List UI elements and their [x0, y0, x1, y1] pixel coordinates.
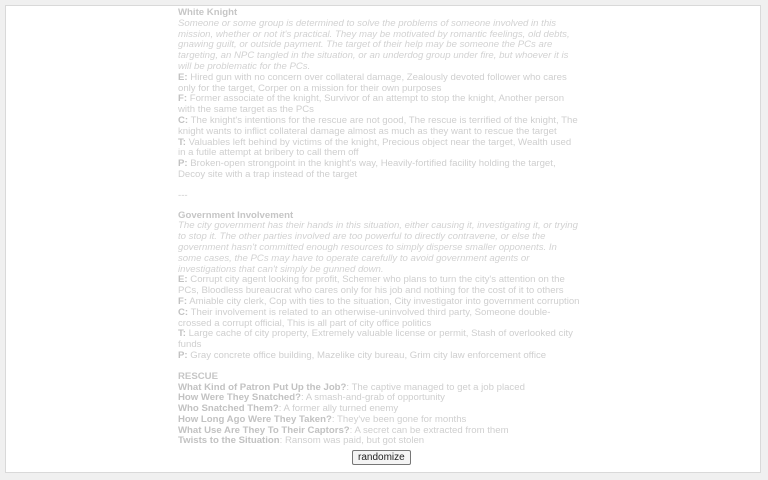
- row-text: Hired gun with no concern over collateral damage, Zealously devoted follower who cares only for the target, Corper on a mission for their own purposes: [178, 71, 567, 94]
- knight-row-e: [178, 73, 580, 95]
- row-key: P:: [178, 158, 188, 170]
- rescue-answer: : A secret can be extracted from them: [349, 424, 509, 436]
- row-key: T:: [178, 136, 186, 148]
- generated-text: [178, 8, 580, 447]
- separator: ---: [178, 189, 188, 201]
- row-key: P:: [178, 349, 188, 361]
- rescue-question: What Use Are They To Their Captors?: [178, 424, 350, 436]
- row-key: E:: [178, 274, 188, 286]
- section-intro-government: The city government has their hands in this situation, either causing it, investigating it, or trying to stop it. The other parties involved are too powerful to directly contravene, or else the government hasn't committed enough resources to simply disperse smaller opponents. In some cases, the PCs may have to operate carefully to avoid government agents or investigations that can't simply be gunned down.: [178, 220, 578, 275]
- row-text: Large cache of city property, Extremely valuable license or permit, Stash of overlooked city funds: [178, 328, 573, 351]
- row-key: C:: [178, 306, 189, 318]
- section-title-white-knight: White Knight: [178, 7, 238, 18]
- section-title-rescue: RESCUE: [178, 370, 218, 382]
- rescue-question: How Long Ago Were They Taken?: [178, 413, 332, 425]
- row-text: Valuables left behind by victims of the knight, Precious object near the target, Wealth used in a futile attempt at bribery to call them off: [178, 136, 572, 159]
- rescue-answer: : The captive managed to get a job placed: [346, 381, 525, 393]
- government-row-p: [178, 351, 580, 362]
- rescue-question: How Were They Snatched?: [178, 392, 301, 404]
- row-text: Gray concrete office building, Mazelike city bureau, Grim city law enforcement office: [187, 349, 547, 361]
- row-text: Former associate of the knight, Survivor of an attempt to stop the knight, Another person with the same target as the PCs: [178, 93, 565, 116]
- government-row-t: [178, 329, 580, 351]
- row-text: Amiable city clerk, Cop with ties to the situation, City investigator into government corruption: [187, 295, 580, 307]
- rescue-question: What Kind of Patron Put Up the Job?: [178, 381, 347, 393]
- rescue-answer: : A former ally turned enemy: [278, 403, 399, 415]
- row-text: Broken-open strongpoint in the knight's way, Heavily-fortified facility holding the target, Decoy site with a trap instead of the target: [178, 158, 556, 180]
- row-text: Their involvement is related to an otherwise-uninvolved third party, Someone double-crossed a corrupt official, This is all part of city office politics: [178, 306, 551, 329]
- government-row-c: [178, 308, 580, 330]
- randomize-button[interactable]: randomize: [352, 450, 411, 465]
- knight-row-t: [178, 138, 580, 160]
- rescue-answer: : Ransom was paid, but got stolen: [279, 435, 425, 447]
- row-key: F:: [178, 93, 188, 105]
- section-title-government: Government Involvement: [178, 209, 294, 221]
- row-text: Corrupt city agent looking for profit, Schemer who plans to turn the city's attention on the PCs, Bloodless bureaucrat who cares only for his job and nothing for the cost of it to others: [178, 274, 565, 297]
- row-key: F:: [178, 295, 188, 307]
- row-key: E:: [178, 71, 188, 83]
- knight-row-c: [178, 116, 580, 138]
- rescue-row: [178, 436, 580, 447]
- knight-row-f: [178, 94, 580, 116]
- government-row-e: [178, 275, 580, 297]
- row-key: T:: [178, 328, 186, 340]
- knight-row-p: [178, 159, 580, 181]
- rescue-answer: : A smash-and-grab of opportunity: [300, 392, 445, 404]
- row-key: C:: [178, 114, 189, 126]
- row-text: The knight's intentions for the rescue are not good, The rescue is terrified of the knight, The knight wants to inflict collateral damage almost as much as they want to rescue the target: [178, 114, 578, 137]
- rescue-question: Who Snatched Them?: [178, 403, 279, 415]
- rescue-answer: : They've been gone for months: [331, 413, 467, 425]
- rescue-question: Twists to the Situation: [178, 435, 280, 447]
- section-intro-white-knight: Someone or some group is determined to solve the problems of someone involved in this mission, whether or not it's practical. They may be motivated by romantic feelings, old debts, gnawing guilt, or outside payment. The target of their help may be someone the PCs are targeting, an NPC tangled in the situation, or an underdog group under fire, but whoever it is will be problematic for the PCs.: [178, 17, 570, 72]
